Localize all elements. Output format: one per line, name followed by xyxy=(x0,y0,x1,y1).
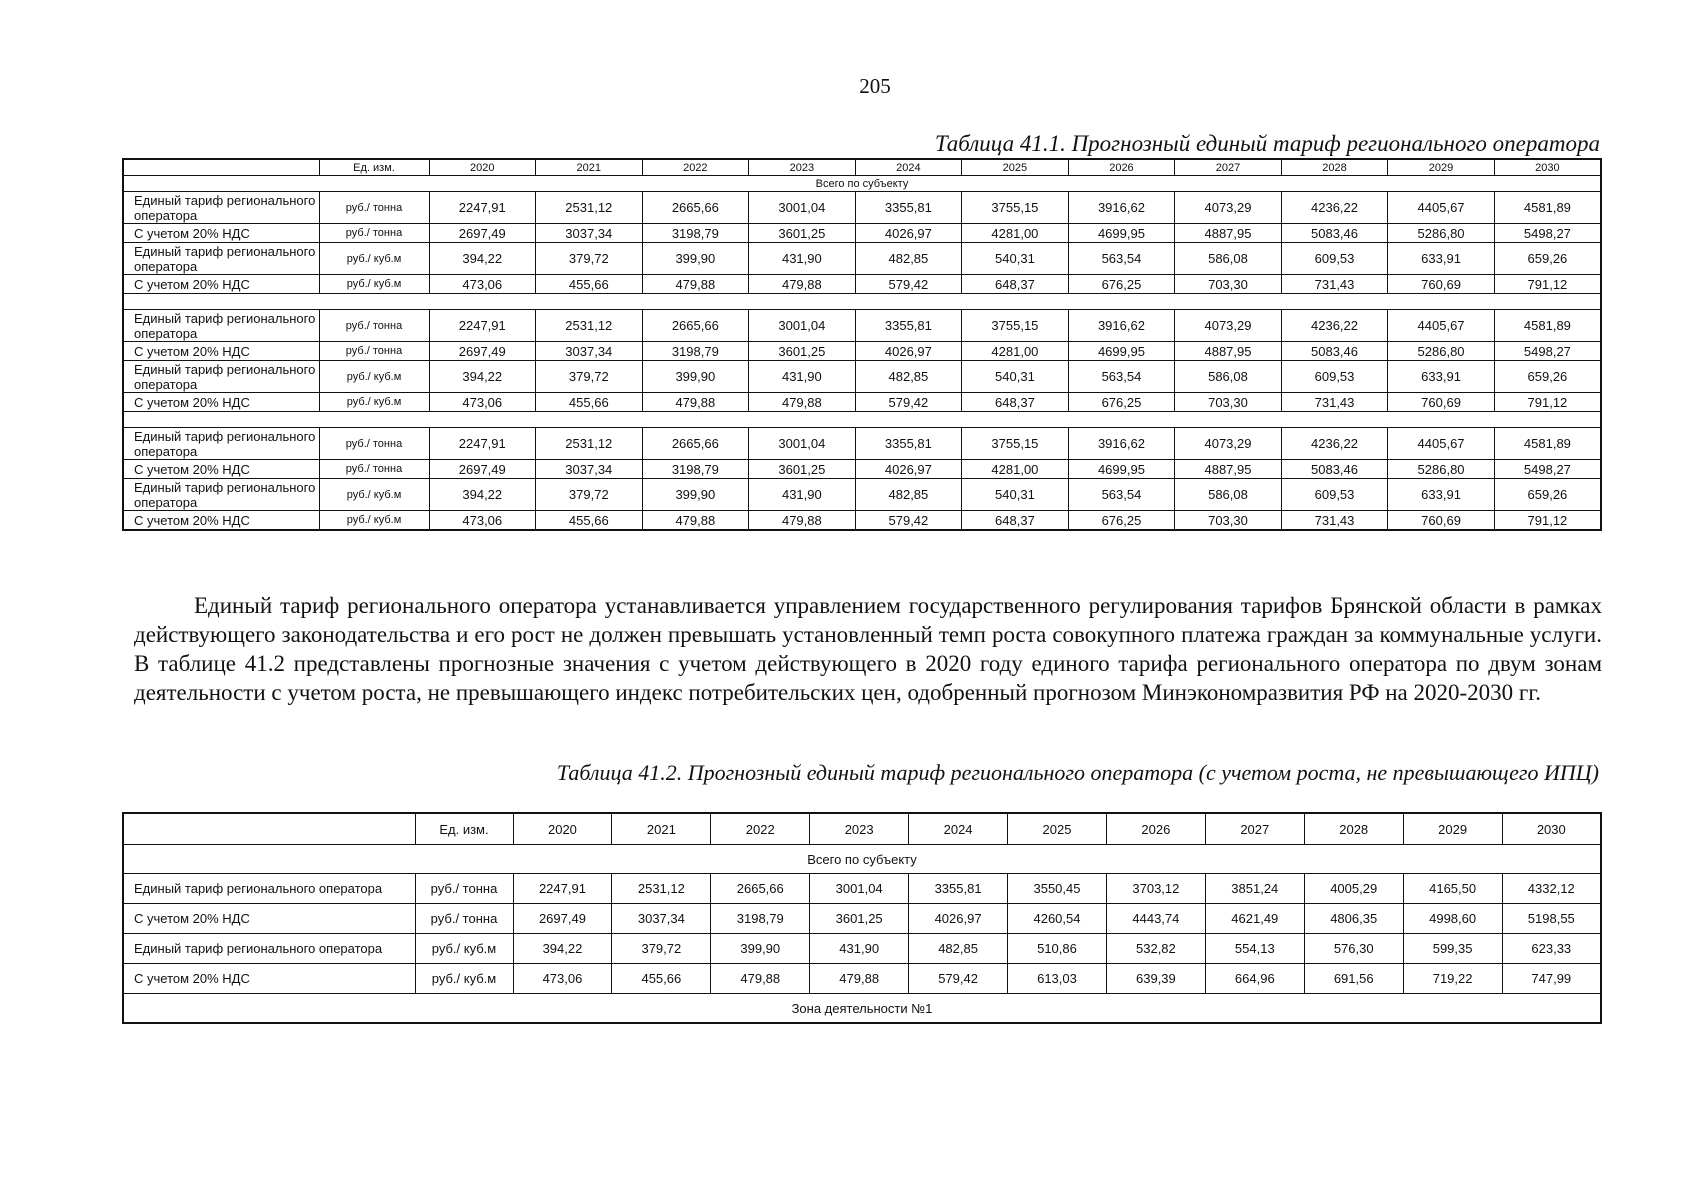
value-cell: 719,22 xyxy=(1403,964,1502,994)
separator-cell xyxy=(123,412,1601,428)
value-cell: 5083,46 xyxy=(1281,460,1388,479)
row-label: С учетом 20% НДС xyxy=(123,342,319,361)
header-year: 2025 xyxy=(1008,813,1107,845)
value-cell: 4026,97 xyxy=(909,904,1008,934)
table-header-row xyxy=(123,159,1601,176)
value-cell: 659,26 xyxy=(1494,243,1601,275)
value-cell: 482,85 xyxy=(855,243,962,275)
header-year: 2024 xyxy=(855,159,962,176)
value-cell: 563,54 xyxy=(1068,243,1175,275)
value-cell: 4581,89 xyxy=(1494,310,1601,342)
row-unit: руб./ куб.м xyxy=(319,361,429,393)
value-cell: 3001,04 xyxy=(810,874,909,904)
value-cell: 4073,29 xyxy=(1175,192,1282,224)
value-cell: 731,43 xyxy=(1281,275,1388,294)
value-cell: 4699,95 xyxy=(1068,460,1175,479)
value-cell: 3601,25 xyxy=(749,460,856,479)
value-cell: 760,69 xyxy=(1388,393,1495,412)
value-cell: 479,88 xyxy=(642,393,749,412)
value-cell: 479,88 xyxy=(642,511,749,531)
value-cell: 791,12 xyxy=(1494,275,1601,294)
value-cell: 2247,91 xyxy=(513,874,612,904)
row-label: Единый тариф регионального оператора xyxy=(123,361,319,393)
value-cell: 482,85 xyxy=(909,934,1008,964)
value-cell: 540,31 xyxy=(962,361,1069,393)
row-label: Единый тариф регионального оператора xyxy=(123,428,319,460)
value-cell: 4236,22 xyxy=(1281,192,1388,224)
value-cell: 586,08 xyxy=(1175,243,1282,275)
value-cell: 431,90 xyxy=(810,934,909,964)
value-cell: 2665,66 xyxy=(711,874,810,904)
value-cell: 5498,27 xyxy=(1494,460,1601,479)
table-row xyxy=(123,460,1601,479)
row-unit: руб./ тонна xyxy=(319,310,429,342)
row-unit: руб./ тонна xyxy=(319,192,429,224)
value-cell: 3198,79 xyxy=(711,904,810,934)
header-year: 2021 xyxy=(612,813,711,845)
value-cell: 609,53 xyxy=(1281,361,1388,393)
table-41-1-caption: Таблица 41.1. Прогнозный единый тариф регионального оператора xyxy=(934,131,1600,156)
value-cell: 554,13 xyxy=(1205,934,1304,964)
value-cell: 3601,25 xyxy=(749,342,856,361)
value-cell: 2665,66 xyxy=(642,192,749,224)
value-cell: 2665,66 xyxy=(642,428,749,460)
value-cell: 3198,79 xyxy=(642,342,749,361)
value-cell: 563,54 xyxy=(1068,479,1175,511)
value-cell: 482,85 xyxy=(855,361,962,393)
value-cell: 2247,91 xyxy=(429,310,536,342)
header-year: 2030 xyxy=(1494,159,1601,176)
header-year: 2026 xyxy=(1106,813,1205,845)
value-cell: 4699,95 xyxy=(1068,224,1175,243)
table-row xyxy=(123,361,1601,393)
value-cell: 659,26 xyxy=(1494,479,1601,511)
value-cell: 2531,12 xyxy=(536,428,643,460)
value-cell: 563,54 xyxy=(1068,361,1175,393)
value-cell: 576,30 xyxy=(1304,934,1403,964)
header-year: 2026 xyxy=(1068,159,1175,176)
row-label: Единый тариф регионального оператора xyxy=(123,243,319,275)
header-year: 2029 xyxy=(1388,159,1495,176)
value-cell: 579,42 xyxy=(855,275,962,294)
value-cell: 676,25 xyxy=(1068,511,1175,531)
value-cell: 2531,12 xyxy=(536,310,643,342)
value-cell: 379,72 xyxy=(612,934,711,964)
value-cell: 394,22 xyxy=(429,479,536,511)
value-cell: 4026,97 xyxy=(855,460,962,479)
value-cell: 473,06 xyxy=(429,393,536,412)
value-cell: 791,12 xyxy=(1494,393,1601,412)
value-cell: 3355,81 xyxy=(855,310,962,342)
value-cell: 394,22 xyxy=(513,934,612,964)
value-cell: 4026,97 xyxy=(855,342,962,361)
value-cell: 3355,81 xyxy=(855,428,962,460)
row-unit: руб./ куб.м xyxy=(319,275,429,294)
value-cell: 4887,95 xyxy=(1175,342,1282,361)
value-cell: 431,90 xyxy=(749,243,856,275)
value-cell: 3037,34 xyxy=(536,342,643,361)
value-cell: 479,88 xyxy=(810,964,909,994)
value-cell: 4405,67 xyxy=(1388,192,1495,224)
value-cell: 4281,00 xyxy=(962,460,1069,479)
value-cell: 479,88 xyxy=(749,393,856,412)
value-cell: 3601,25 xyxy=(810,904,909,934)
value-cell: 4281,00 xyxy=(962,224,1069,243)
value-cell: 479,88 xyxy=(749,511,856,531)
value-cell: 379,72 xyxy=(536,361,643,393)
value-cell: 760,69 xyxy=(1388,275,1495,294)
value-cell: 579,42 xyxy=(855,393,962,412)
value-cell: 4806,35 xyxy=(1304,904,1403,934)
value-cell: 394,22 xyxy=(429,243,536,275)
value-cell: 4405,67 xyxy=(1388,428,1495,460)
section-title: Зона деятельности №1 xyxy=(123,994,1601,1024)
value-cell: 659,26 xyxy=(1494,361,1601,393)
row-unit: руб./ тонна xyxy=(319,342,429,361)
row-label: Единый тариф регионального оператора xyxy=(123,479,319,511)
table-row xyxy=(123,964,1601,994)
value-cell: 4998,60 xyxy=(1403,904,1502,934)
value-cell: 455,66 xyxy=(536,511,643,531)
header-year: 2022 xyxy=(642,159,749,176)
table-row xyxy=(123,342,1601,361)
value-cell: 3755,15 xyxy=(962,310,1069,342)
value-cell: 648,37 xyxy=(962,511,1069,531)
table-row xyxy=(123,874,1601,904)
value-cell: 760,69 xyxy=(1388,511,1495,531)
value-cell: 4073,29 xyxy=(1175,428,1282,460)
value-cell: 455,66 xyxy=(536,275,643,294)
value-cell: 579,42 xyxy=(855,511,962,531)
value-cell: 4699,95 xyxy=(1068,342,1175,361)
value-cell: 4581,89 xyxy=(1494,192,1601,224)
header-year: 2020 xyxy=(513,813,612,845)
value-cell: 664,96 xyxy=(1205,964,1304,994)
value-cell: 639,39 xyxy=(1106,964,1205,994)
value-cell: 510,86 xyxy=(1008,934,1107,964)
value-cell: 4887,95 xyxy=(1175,460,1282,479)
row-label: С учетом 20% НДС xyxy=(123,904,415,934)
value-cell: 623,33 xyxy=(1502,934,1601,964)
section-row xyxy=(123,994,1601,1024)
table-header-row xyxy=(123,813,1601,845)
value-cell: 4887,95 xyxy=(1175,224,1282,243)
row-label: С учетом 20% НДС xyxy=(123,224,319,243)
value-cell: 4405,67 xyxy=(1388,310,1495,342)
value-cell: 613,03 xyxy=(1008,964,1107,994)
header-year: 2030 xyxy=(1502,813,1601,845)
header-unit: Ед. изм. xyxy=(319,159,429,176)
value-cell: 633,91 xyxy=(1388,361,1495,393)
table-41-2-caption: Таблица 41.2. Прогнозный единый тариф регионального оператора (с учетом роста, не превышающего ИПЦ) xyxy=(556,760,1599,785)
table-row xyxy=(123,479,1601,511)
value-cell: 4165,50 xyxy=(1403,874,1502,904)
value-cell: 540,31 xyxy=(962,479,1069,511)
table-row xyxy=(123,934,1601,964)
value-cell: 2697,49 xyxy=(513,904,612,934)
value-cell: 676,25 xyxy=(1068,275,1175,294)
value-cell: 5286,80 xyxy=(1388,342,1495,361)
value-cell: 5498,27 xyxy=(1494,342,1601,361)
table-row xyxy=(123,275,1601,294)
section-title: Всего по субъекту xyxy=(123,176,1601,192)
value-cell: 4281,00 xyxy=(962,342,1069,361)
header-year: 2024 xyxy=(909,813,1008,845)
header-year: 2021 xyxy=(536,159,643,176)
value-cell: 791,12 xyxy=(1494,511,1601,531)
value-cell: 540,31 xyxy=(962,243,1069,275)
header-year: 2022 xyxy=(711,813,810,845)
header-year: 2027 xyxy=(1205,813,1304,845)
separator-cell xyxy=(123,294,1601,310)
value-cell: 703,30 xyxy=(1175,275,1282,294)
value-cell: 3916,62 xyxy=(1068,192,1175,224)
value-cell: 379,72 xyxy=(536,243,643,275)
header-year: 2028 xyxy=(1281,159,1388,176)
value-cell: 455,66 xyxy=(612,964,711,994)
value-cell: 2531,12 xyxy=(536,192,643,224)
value-cell: 609,53 xyxy=(1281,243,1388,275)
value-cell: 4236,22 xyxy=(1281,428,1388,460)
value-cell: 4621,49 xyxy=(1205,904,1304,934)
value-cell: 2247,91 xyxy=(429,192,536,224)
value-cell: 473,06 xyxy=(429,275,536,294)
value-cell: 5498,27 xyxy=(1494,224,1601,243)
header-year: 2029 xyxy=(1403,813,1502,845)
header-year: 2023 xyxy=(810,813,909,845)
value-cell: 5083,46 xyxy=(1281,342,1388,361)
row-label: С учетом 20% НДС xyxy=(123,511,319,531)
value-cell: 3198,79 xyxy=(642,224,749,243)
value-cell: 3037,34 xyxy=(536,460,643,479)
value-cell: 703,30 xyxy=(1175,511,1282,531)
value-cell: 4026,97 xyxy=(855,224,962,243)
table-41-1 xyxy=(122,158,1602,531)
value-cell: 3703,12 xyxy=(1106,874,1205,904)
value-cell: 2247,91 xyxy=(429,428,536,460)
value-cell: 2697,49 xyxy=(429,342,536,361)
value-cell: 648,37 xyxy=(962,275,1069,294)
value-cell: 3001,04 xyxy=(749,310,856,342)
row-label: Единый тариф регионального оператора xyxy=(123,874,415,904)
header-year: 2028 xyxy=(1304,813,1403,845)
value-cell: 532,82 xyxy=(1106,934,1205,964)
value-cell: 479,88 xyxy=(749,275,856,294)
table-row xyxy=(123,428,1601,460)
value-cell: 3916,62 xyxy=(1068,310,1175,342)
row-unit: руб./ куб.м xyxy=(415,964,513,994)
value-cell: 2531,12 xyxy=(612,874,711,904)
table-row xyxy=(123,511,1601,531)
value-cell: 3198,79 xyxy=(642,460,749,479)
header-year: 2023 xyxy=(749,159,856,176)
value-cell: 455,66 xyxy=(536,393,643,412)
value-cell: 599,35 xyxy=(1403,934,1502,964)
header-empty-cell xyxy=(123,159,319,176)
value-cell: 3355,81 xyxy=(855,192,962,224)
row-label: С учетом 20% НДС xyxy=(123,460,319,479)
value-cell: 648,37 xyxy=(962,393,1069,412)
table-41-2 xyxy=(122,812,1602,1024)
row-label: С учетом 20% НДС xyxy=(123,964,415,994)
table-row xyxy=(123,393,1601,412)
row-unit: руб./ тонна xyxy=(415,874,513,904)
row-unit: руб./ куб.м xyxy=(319,479,429,511)
section-title: Всего по субъекту xyxy=(123,845,1601,874)
table-row xyxy=(123,310,1601,342)
value-cell: 3755,15 xyxy=(962,192,1069,224)
value-cell: 731,43 xyxy=(1281,511,1388,531)
row-label: Единый тариф регионального оператора xyxy=(123,310,319,342)
header-year: 2027 xyxy=(1175,159,1282,176)
separator-row xyxy=(123,412,1601,428)
value-cell: 399,90 xyxy=(642,479,749,511)
value-cell: 473,06 xyxy=(429,511,536,531)
value-cell: 379,72 xyxy=(536,479,643,511)
value-cell: 399,90 xyxy=(711,934,810,964)
value-cell: 633,91 xyxy=(1388,243,1495,275)
value-cell: 5286,80 xyxy=(1388,224,1495,243)
value-cell: 3851,24 xyxy=(1205,874,1304,904)
value-cell: 3037,34 xyxy=(536,224,643,243)
value-cell: 431,90 xyxy=(749,479,856,511)
separator-row xyxy=(123,294,1601,310)
value-cell: 3916,62 xyxy=(1068,428,1175,460)
value-cell: 676,25 xyxy=(1068,393,1175,412)
value-cell: 609,53 xyxy=(1281,479,1388,511)
value-cell: 479,88 xyxy=(642,275,749,294)
table-row xyxy=(123,243,1601,275)
value-cell: 3550,45 xyxy=(1008,874,1107,904)
header-year: 2025 xyxy=(962,159,1069,176)
section-row xyxy=(123,176,1601,192)
value-cell: 2697,49 xyxy=(429,460,536,479)
row-unit: руб./ тонна xyxy=(319,428,429,460)
row-unit: руб./ куб.м xyxy=(319,243,429,275)
value-cell: 479,88 xyxy=(711,964,810,994)
header-unit: Ед. изм. xyxy=(415,813,513,845)
row-unit: руб./ тонна xyxy=(319,460,429,479)
value-cell: 399,90 xyxy=(642,243,749,275)
section-row xyxy=(123,845,1601,874)
value-cell: 5286,80 xyxy=(1388,460,1495,479)
value-cell: 4073,29 xyxy=(1175,310,1282,342)
value-cell: 394,22 xyxy=(429,361,536,393)
value-cell: 399,90 xyxy=(642,361,749,393)
value-cell: 633,91 xyxy=(1388,479,1495,511)
value-cell: 731,43 xyxy=(1281,393,1388,412)
value-cell: 4260,54 xyxy=(1008,904,1107,934)
value-cell: 3001,04 xyxy=(749,428,856,460)
row-unit: руб./ тонна xyxy=(415,904,513,934)
value-cell: 4332,12 xyxy=(1502,874,1601,904)
row-unit: руб./ куб.м xyxy=(415,934,513,964)
value-cell: 3601,25 xyxy=(749,224,856,243)
value-cell: 3755,15 xyxy=(962,428,1069,460)
row-label: Единый тариф регионального оператора xyxy=(123,934,415,964)
value-cell: 2697,49 xyxy=(429,224,536,243)
table-row xyxy=(123,224,1601,243)
value-cell: 5083,46 xyxy=(1281,224,1388,243)
row-unit: руб./ куб.м xyxy=(319,511,429,531)
value-cell: 473,06 xyxy=(513,964,612,994)
value-cell: 747,99 xyxy=(1502,964,1601,994)
value-cell: 5198,55 xyxy=(1502,904,1601,934)
row-label: С учетом 20% НДС xyxy=(123,275,319,294)
value-cell: 2665,66 xyxy=(642,310,749,342)
value-cell: 4443,74 xyxy=(1106,904,1205,934)
page-number: 205 xyxy=(859,74,891,98)
row-unit: руб./ куб.м xyxy=(319,393,429,412)
row-unit: руб./ тонна xyxy=(319,224,429,243)
row-label: С учетом 20% НДС xyxy=(123,393,319,412)
value-cell: 482,85 xyxy=(855,479,962,511)
header-empty-cell xyxy=(123,813,415,845)
row-label: Единый тариф регионального оператора xyxy=(123,192,319,224)
value-cell: 4236,22 xyxy=(1281,310,1388,342)
value-cell: 431,90 xyxy=(749,361,856,393)
value-cell: 3001,04 xyxy=(749,192,856,224)
table-row xyxy=(123,904,1601,934)
value-cell: 586,08 xyxy=(1175,479,1282,511)
value-cell: 703,30 xyxy=(1175,393,1282,412)
value-cell: 691,56 xyxy=(1304,964,1403,994)
value-cell: 3037,34 xyxy=(612,904,711,934)
value-cell: 4581,89 xyxy=(1494,428,1601,460)
value-cell: 3355,81 xyxy=(909,874,1008,904)
value-cell: 4005,29 xyxy=(1304,874,1403,904)
body-paragraph: Единый тариф регионального оператора устанавливается управлением государственного регулирования тарифов Брянской области в рамках действующего законодательства и его рост не должен превышать установленный темп роста совокупного платежа граждан за коммунальные услуги. В таблице 41.2 представлены прогнозные значения с учетом действующего в 2020 году единого тарифа регионального оператора по двум зонам деятельности с учетом роста, не превышающего индекс потребительских цен, одобренный прогнозом Минэкономразвития РФ на 2020-2030 гг. xyxy=(134,593,1602,705)
table-row xyxy=(123,192,1601,224)
header-year: 2020 xyxy=(429,159,536,176)
value-cell: 579,42 xyxy=(909,964,1008,994)
value-cell: 586,08 xyxy=(1175,361,1282,393)
